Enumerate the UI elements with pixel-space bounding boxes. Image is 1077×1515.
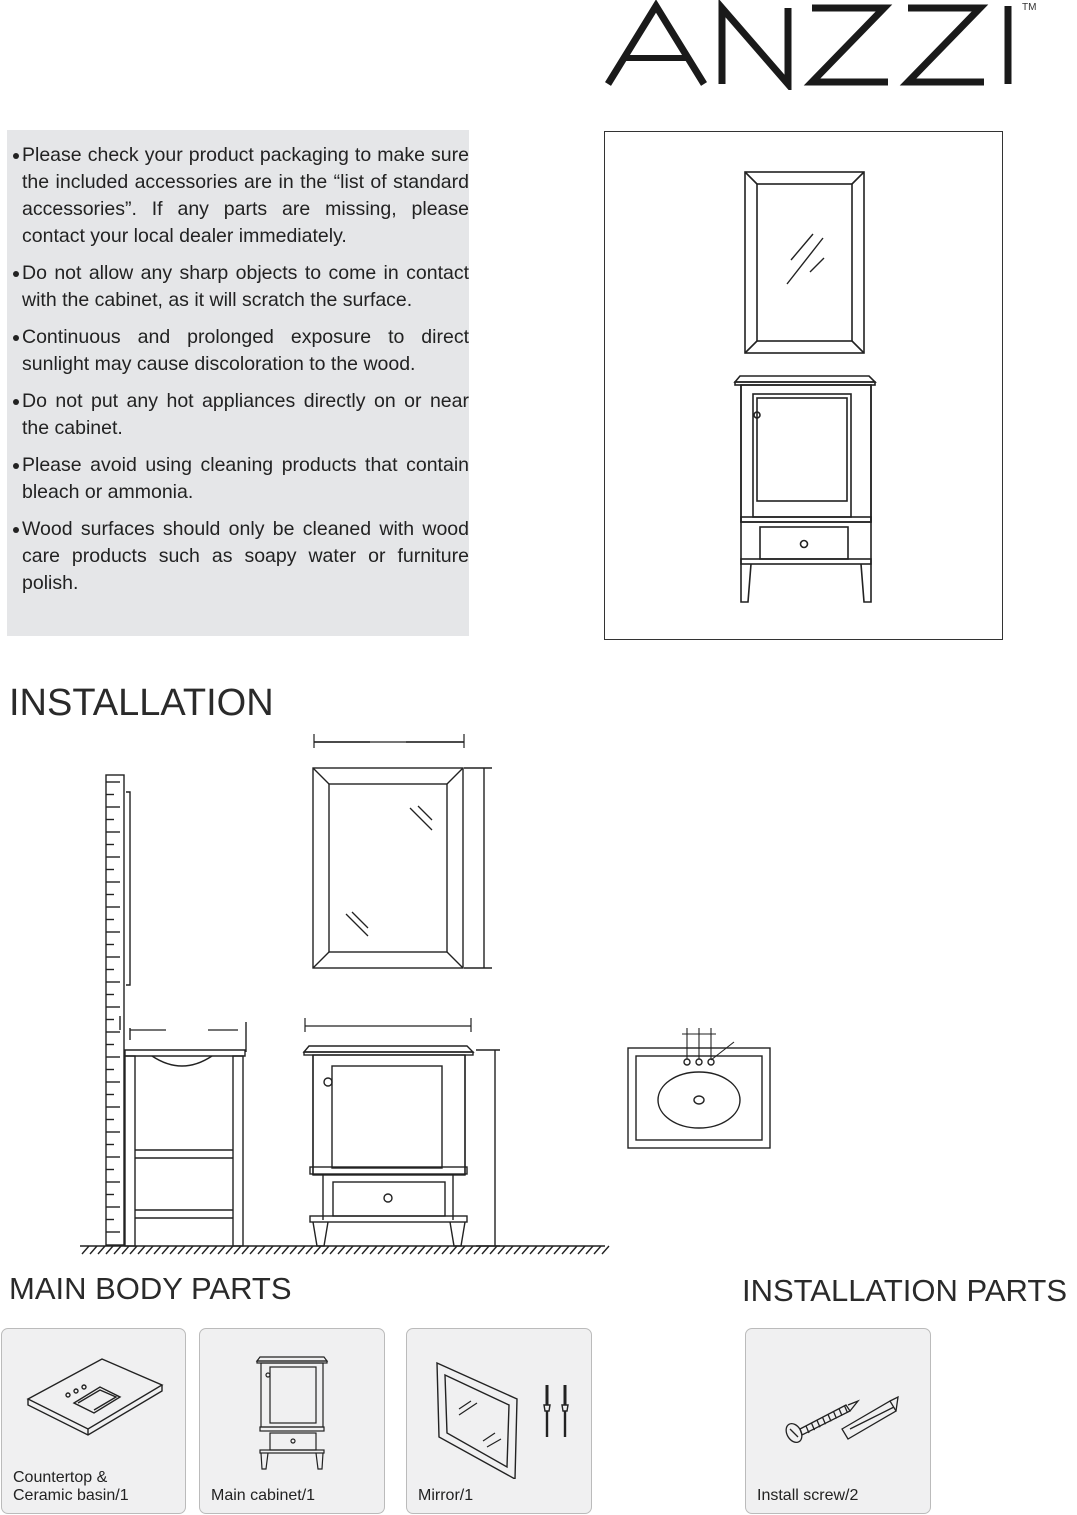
- cabinet-icon: [200, 1329, 386, 1479]
- note-item: Wood surfaces should only be cleaned with wood care products such as soapy water or furniture polish.: [13, 516, 469, 597]
- installation-heading: INSTALLATION: [9, 682, 274, 724]
- installation-parts-heading: INSTALLATION PARTS: [742, 1273, 1068, 1308]
- note-item: Do not allow any sharp objects to come in contact with the cabinet, as it will scratch the surface.: [13, 260, 469, 314]
- main-body-parts-heading: MAIN BODY PARTS: [9, 1271, 292, 1306]
- brand-logo: [604, 0, 1040, 90]
- trademark-mark: TM: [1022, 2, 1037, 13]
- note-item: Please avoid using cleaning products that contain bleach or ammonia.: [13, 452, 469, 506]
- product-illustration-box: [604, 131, 1003, 640]
- note-item: Please check your product packaging to make sure the included accessories are in the “list of standard accessories”. If any parts are missing, please contact your local dealer immediately.: [13, 142, 469, 250]
- mirror-icon: [407, 1329, 593, 1479]
- note-item: Continuous and prolonged exposure to direct sunlight may cause discoloration to the wood.: [13, 324, 469, 378]
- part-card-install-screw: [745, 1328, 931, 1514]
- part-label: Countertop & Ceramic basin/1: [13, 1469, 129, 1504]
- note-item: Do not put any hot appliances directly on or near the cabinet.: [13, 388, 469, 442]
- installation-diagram: [70, 730, 790, 1260]
- screw-anchor-icon: [746, 1329, 932, 1479]
- anzzi-logo-icon: [604, 0, 1024, 90]
- part-label: Main cabinet/1: [211, 1487, 316, 1504]
- countertop-basin-icon: [2, 1329, 187, 1469]
- part-card-mirror: [406, 1328, 592, 1514]
- part-card-countertop: [1, 1328, 186, 1514]
- vanity-mirror-icon: [605, 132, 1002, 639]
- part-label: Mirror/1: [418, 1487, 474, 1504]
- part-card-cabinet: [199, 1328, 385, 1514]
- care-notes-panel: [7, 130, 469, 636]
- part-label: Install screw/2: [757, 1487, 859, 1504]
